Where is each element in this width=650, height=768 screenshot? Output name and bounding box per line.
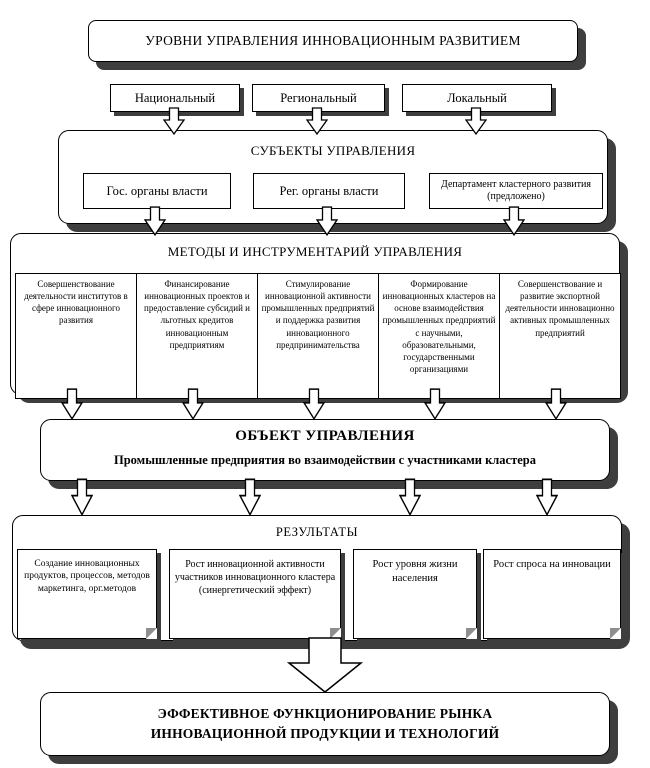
level-box-national: Национальный (110, 84, 240, 112)
down-arrow-icon (163, 107, 185, 135)
level-box-regional: Региональный (252, 84, 385, 112)
down-arrow-icon (399, 478, 421, 516)
down-arrow-icon (61, 388, 83, 420)
down-arrow-icon (545, 388, 567, 420)
levels-title: УРОВНИ УПРАВЛЕНИЯ ИННОВАЦИОННЫМ РАЗВИТИЕМ (145, 33, 521, 48)
down-arrow-icon (465, 107, 487, 135)
down-arrow-icon (239, 478, 261, 516)
outcome-title: ЭФФЕКТИВНОЕ ФУНКЦИОНИРОВАНИЕ РЫНКА ИННОВАЦИОННОЙ ПРОДУКЦИИ И ТЕХНОЛОГИЙ (150, 706, 500, 741)
method-box-stimulation: Стимулирование инновационной активности промышленных предприятий и поддержка развития инновационного предпринимательства (257, 273, 379, 399)
down-arrow-icon (303, 388, 325, 420)
outcome-band (40, 692, 610, 756)
methods-band (10, 233, 620, 395)
method-box-export: Совершенствование и развитие экспортной деятельности инновационно активных промышленных предприятий (499, 273, 621, 399)
subject-box-regional-authorities: Рег. органы власти (253, 173, 405, 209)
object-band (40, 419, 610, 481)
result-note-living-standards: Рост уровня жизни населения (353, 549, 477, 639)
result-note-innovation-demand: Рост спроса на инновации (483, 549, 621, 639)
down-arrow-icon (536, 478, 558, 516)
down-arrow-icon (182, 388, 204, 420)
down-arrow-icon (144, 206, 166, 236)
subject-box-cluster-department: Департамент кластерного развития (предложено) (429, 173, 603, 209)
result-note-innovative-products: Создание инновационных продуктов, процессов, методов маркетинга, орг.методов (17, 549, 157, 639)
subject-box-state-authorities: Гос. органы власти (83, 173, 231, 209)
method-box-cluster-formation: Формирование инновационных кластеров на основе взаимодействия промышленных предприятий с научными, образовательными, государственными организациями (378, 273, 500, 399)
result-note-innovation-activity: Рост инновационной активности участников инновационного кластера (синергетический эффект) (169, 549, 341, 639)
methods-title: МЕТОДЫ И ИНСТРУМЕНТАРИЙ УПРАВЛЕНИЯ (167, 244, 463, 259)
object-subtitle: Промышленные предприятия во взаимодействии с участниками кластера (114, 453, 536, 467)
method-box-institutions: Совершенствование деятельности институтов в сфере инновационного развития (15, 273, 137, 399)
results-band (12, 515, 622, 641)
down-arrow-icon (71, 478, 93, 516)
object-title: ОБЪЕКТ УПРАВЛЕНИЯ (235, 428, 415, 444)
levels-band (88, 20, 578, 62)
down-arrow-icon (316, 206, 338, 236)
big-down-arrow-icon (287, 637, 363, 693)
down-arrow-icon (503, 206, 525, 236)
subjects-title: СУБЪЕКТЫ УПРАВЛЕНИЯ (250, 143, 416, 158)
results-title: РЕЗУЛЬТАТЫ (275, 525, 359, 539)
method-box-financing: Финансирование инновационных проектов и предоставление субсидий и льготных кредитов инновационным предприятиям (136, 273, 258, 399)
down-arrow-icon (306, 107, 328, 135)
level-box-local: Локальный (402, 84, 552, 112)
down-arrow-icon (424, 388, 446, 420)
